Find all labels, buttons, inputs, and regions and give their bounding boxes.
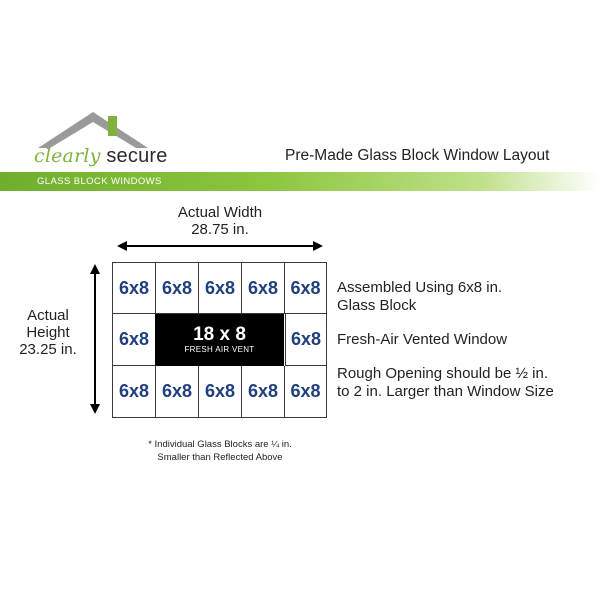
height-arrow-icon xyxy=(90,264,100,414)
note-vented xyxy=(337,331,507,349)
vent-type-label: FRESH AIR VENT xyxy=(184,345,255,354)
note-assembled-line2: Glass Block xyxy=(337,297,417,314)
glass-block-cell: 6x8 xyxy=(113,366,156,417)
height-value-text: 23.25 in. xyxy=(19,341,77,358)
glass-block-cell: 6x8 xyxy=(285,314,326,366)
height-label-line2: Height xyxy=(26,324,70,341)
glass-block-cell: 6x8 xyxy=(285,263,326,314)
glass-block-cell: 6x8 xyxy=(156,263,199,314)
note-rough-opening xyxy=(337,365,554,401)
glass-block-cell: 6x8 xyxy=(290,381,321,401)
glass-block-cell: 6x8 xyxy=(242,366,285,417)
glass-block-cell: 6x8 xyxy=(199,263,242,314)
footnote xyxy=(120,438,320,464)
footnote-line2: Smaller than Reflected Above xyxy=(157,452,283,463)
brand-logo-word-clearly: clearly xyxy=(34,145,101,167)
footnote-line1: * Individual Glass Blocks are ¼ in. xyxy=(148,439,292,450)
glass-block-grid xyxy=(112,262,327,418)
height-label-line1: Actual xyxy=(27,307,69,324)
note-rough-opening-line1: Rough Opening should be ½ in. xyxy=(337,365,548,382)
vent-size-label: 18 x 8 xyxy=(193,324,246,345)
glass-block-cell: 6x8 xyxy=(199,366,242,417)
note-assembled-line1: Assembled Using 6x8 in. xyxy=(337,279,503,296)
glass-block-cell: 6x8 xyxy=(113,314,156,366)
note-vented-line1: Fresh-Air Vented Window xyxy=(337,331,508,348)
fresh-air-vent xyxy=(155,314,284,366)
brand-logo-word-secure: secure xyxy=(106,145,168,167)
width-label-text: Actual Width xyxy=(177,204,263,221)
glass-block-cell: 6x8 xyxy=(156,366,199,417)
width-arrow-icon xyxy=(117,241,323,251)
note-rough-opening-line2: to 2 in. Larger than Window Size xyxy=(337,383,554,400)
note-assembled xyxy=(337,279,502,315)
width-value-text: 28.75 in. xyxy=(191,221,249,238)
brand-tagline: GLASS BLOCK WINDOWS xyxy=(37,176,162,187)
glass-block-cell: 6x8 xyxy=(113,263,156,314)
page-title: Pre-Made Glass Block Window Layout xyxy=(285,147,550,164)
glass-block-cell: 6x8 xyxy=(242,263,285,314)
